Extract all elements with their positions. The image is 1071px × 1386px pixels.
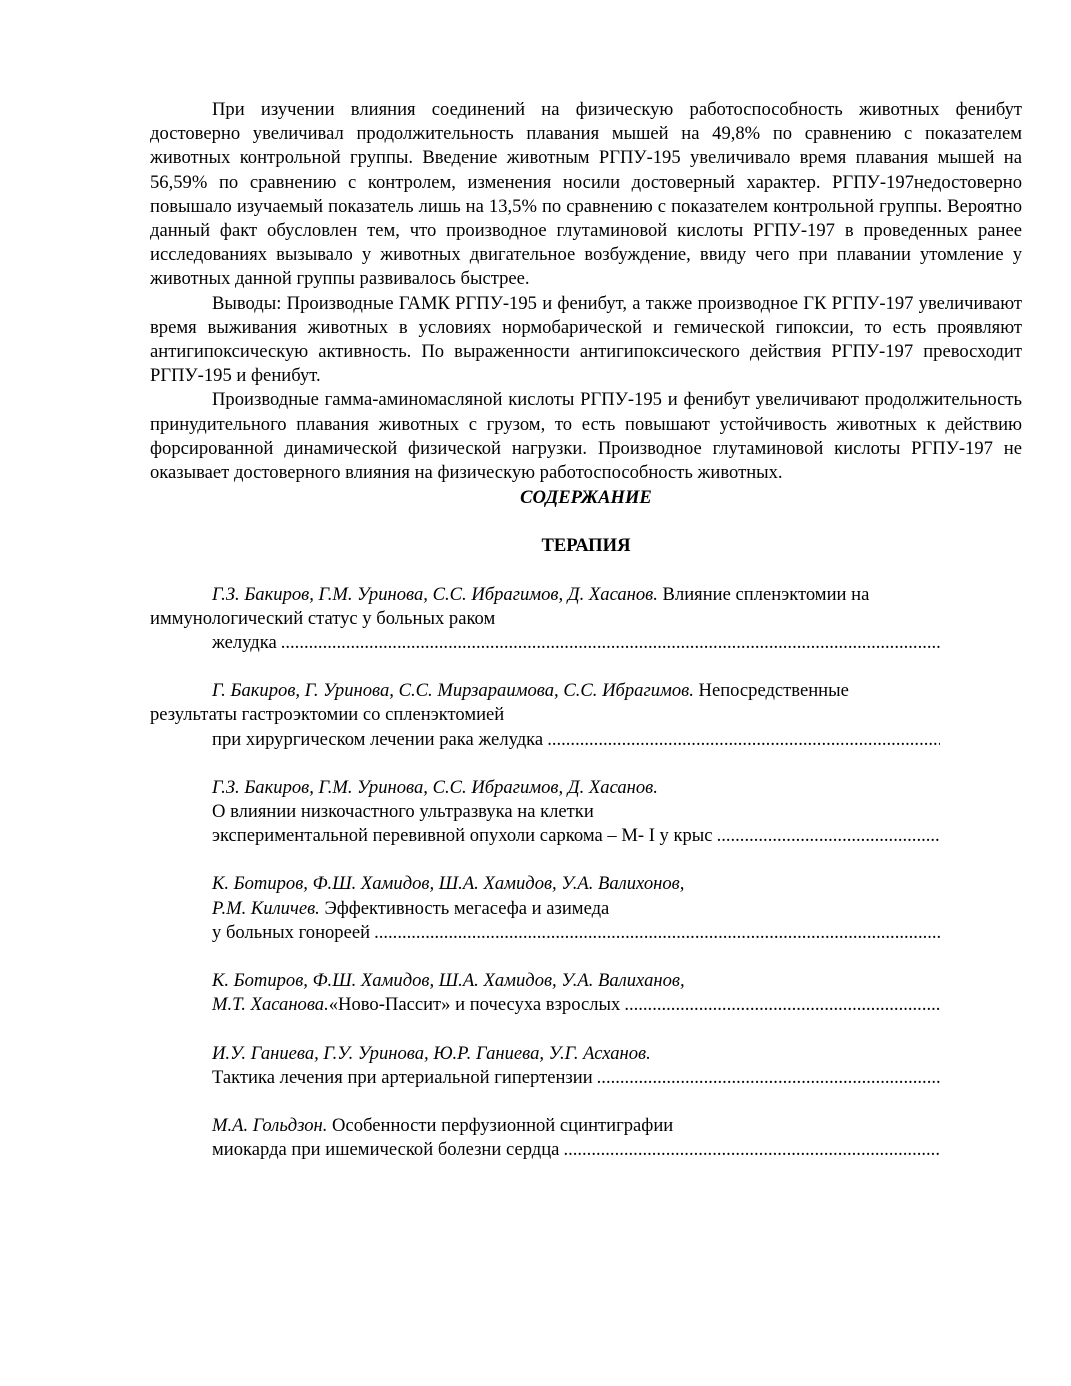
section-heading: ТЕРАПИЯ (541, 535, 631, 557)
toc-entry-last-line (150, 921, 940, 945)
toc-leader-dots (281, 631, 940, 655)
toc-title: Влияние спленэктомии на (657, 583, 870, 605)
toc-title: Эффективность мегасефа и азимеда (319, 897, 610, 919)
body-paragraph: При изучении влияния соединений на физическую работоспособность животных фенибут достоверно увеличивал продолжительность плавания мышей на 49,8% по сравнению с показателем животных контрольной группы. Введение животным РГПУ-195 увеличивало время плавания мышей на 56,59% по сравнению с контролем, изменения носили достоверный характер. РГПУ-197недостоверно повышало изучаемый показатель лишь на 13,5% по сравнению с показателем контрольной группы. Вероятно данный факт обусловлен тем, что производное глутаминовой кислоты РГПУ-197 в проведенных ранее исследованиях вызывало у животных двигательное возбуждение, ввиду чего при плавании утомление у животных данной группы развивалось быстрее. (150, 99, 1022, 290)
toc-entry-first-line (150, 679, 940, 703)
toc-entry-first-line (150, 1042, 940, 1066)
body-paragraph: Производные гамма-аминомасляной кислоты РГПУ-195 и фенибут увеличивают продолжительность принудительного плавания животных с грузом, то есть повышают устойчивость животных к действию форсированной динамической физической нагрузки. Производное глутаминовой кислоты РГПУ-197 не оказывает достоверного влияния на физическую работоспособность животных. (150, 389, 1022, 484)
toc-title: экспериментальной перевивной опухоли саркома – М- I у крыс (212, 825, 713, 847)
document-page (150, 98, 1022, 1186)
body-paragraph: Выводы: Производные ГАМК РГПУ-195 и фенибут, а также производное ГК РГПУ-197 увеличивают время выживания животных в условиях нормобарической и гемической гипоксии, то есть проявляют антигипоксическую активность. По выраженности антигипоксического действия РГПУ-197 превосходит РГПУ-195 и фенибут. (150, 292, 1022, 387)
toc-authors: Р.М. Киличев. (212, 897, 320, 919)
toc-entry[interactable] (150, 679, 940, 752)
toc-leader-dots (597, 1066, 940, 1090)
toc-entry[interactable] (150, 872, 940, 945)
toc-entry-last-line (150, 824, 940, 848)
toc-authors: И.У. Ганиева, Г.У. Уринова, Ю.Р. Ганиева, У.Г. Асханов. (212, 1042, 651, 1064)
toc-entry-first-line (150, 776, 940, 800)
contents-heading: СОДЕРЖАНИЕ (520, 487, 652, 509)
toc-leader-dots (624, 993, 940, 1017)
toc-entry[interactable] (150, 776, 940, 849)
toc-title: Особенности перфузионной сцинтиграфии (327, 1114, 674, 1136)
toc-leader-dots (717, 824, 940, 848)
toc-authors: К. Ботиров, Ф.Ш. Хамидов, Ш.А. Хамидов, У.А. Валиханов, (212, 970, 685, 992)
toc-title-line: иммунологический статус у больных раком (150, 607, 496, 629)
toc-title: «Ново-Пассит» и почесуха взрослых (328, 994, 621, 1016)
toc-entry[interactable] (150, 583, 940, 656)
toc-entry-first-line (150, 969, 940, 993)
toc-entry[interactable] (150, 969, 940, 1017)
toc-leader-dots (563, 1138, 940, 1162)
toc-authors: Г. Бакиров, Г. Уринова, С.С. Мирзараимова, С.С. Ибрагимов. (212, 680, 694, 702)
toc-entry-first-line (150, 872, 940, 896)
toc-entry-last-line (150, 1138, 940, 1162)
toc-entry[interactable] (150, 1114, 940, 1162)
toc-title: Непосредственные (693, 680, 849, 702)
toc-entry-last-line (150, 631, 940, 655)
toc-title-line: результаты гастроэктомии со спленэктомией (150, 704, 505, 726)
toc-title: при хирургическом лечении рака желудка (212, 728, 544, 750)
toc-authors: Г.З. Бакиров, Г.М. Уринова, С.С. Ибрагимов, Д. Хасанов. (212, 583, 658, 605)
toc-entry-last-line (150, 728, 940, 752)
toc-leader-dots (547, 728, 940, 752)
toc-title-line: О влиянии низкочастного ультразвука на клетки (212, 801, 594, 823)
toc-authors: Г.З. Бакиров, Г.М. Уринова, С.С. Ибрагимов, Д. Хасанов. (212, 776, 658, 798)
toc-authors: М.А. Гольдзон. (212, 1114, 328, 1136)
toc-title: у больных гонореей (212, 921, 371, 943)
table-of-contents (150, 583, 940, 1163)
toc-entry-first-line (150, 583, 940, 607)
toc-entry-last-line (150, 1066, 940, 1090)
toc-entry-second-line (150, 897, 940, 921)
toc-title: миокарда при ишемической болезни сердца (212, 1139, 560, 1161)
toc-entry-first-line (150, 1114, 940, 1138)
toc-authors: К. Ботиров, Ф.Ш. Хамидов, Ш.А. Хамидов, У.А. Валихонов, (212, 873, 685, 895)
toc-title: желудка (212, 632, 277, 654)
toc-entry-last-line (150, 993, 940, 1017)
toc-authors: М.Т. Хасанова. (212, 994, 329, 1016)
toc-title: Тактика лечения при артериальной гипертензии (212, 1066, 593, 1088)
toc-leader-dots (374, 921, 940, 945)
toc-entry[interactable] (150, 1042, 940, 1090)
